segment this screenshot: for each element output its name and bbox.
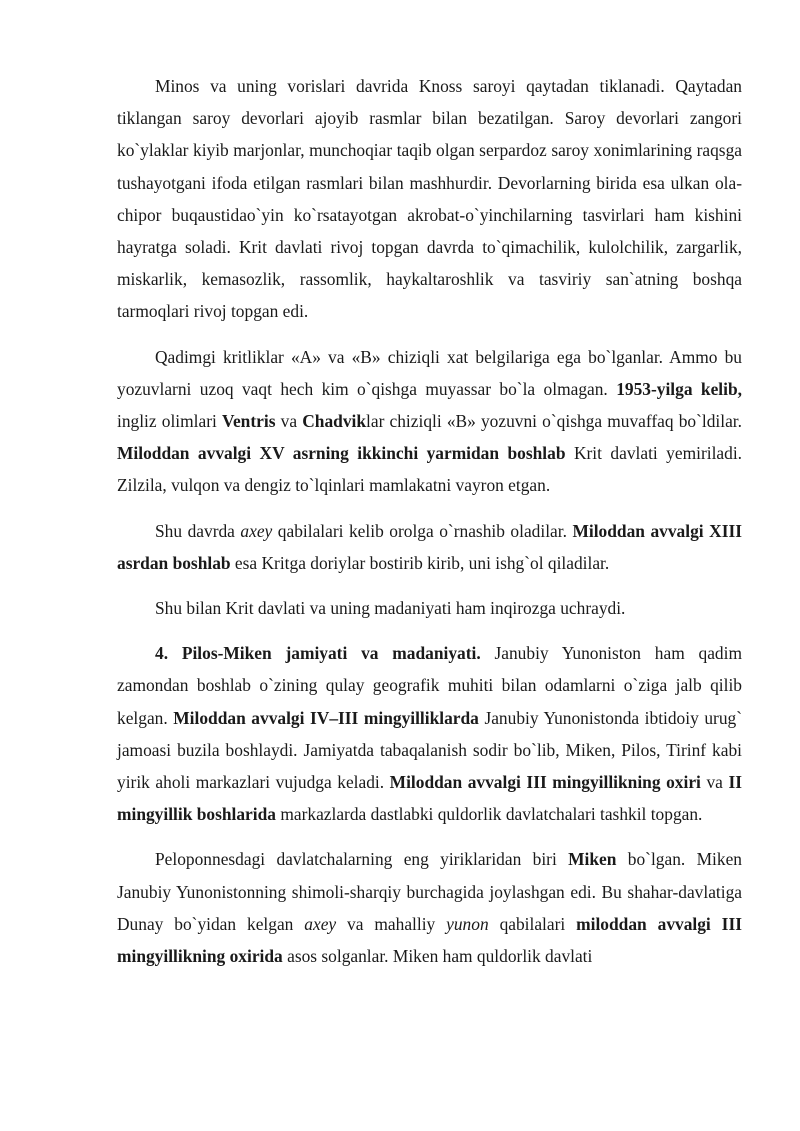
- text-run: Peloponnesdagi davlatchalarning eng yiriklaridan biri: [155, 849, 569, 870]
- paragraph-3: [117, 515, 742, 579]
- text-run: asos solganlar. Miken ham quldorlik davlati: [282, 946, 593, 967]
- text-run: bo`lgan. Miken Janubiy Yunonistonning shimoli-sharqiy burchagida joylashgan edi. Bu shahar-davlatiga Dunay bo`yidan kelgan: [117, 849, 742, 934]
- paragraph-5: [117, 637, 742, 830]
- text-run: va mahalliy: [336, 913, 447, 934]
- text-run: va: [700, 772, 729, 793]
- text-run: markazlarda dastlabki quldorlik davlatchalari tashkil topgan.: [275, 804, 703, 825]
- text-run: qabilalari: [488, 913, 577, 934]
- text-run: Minos va uning vorislari davrida Knoss saroyi qaytadan tiklanadi. Qaytadan tiklangan saroy devorlari ajoyib rasmlar bilan bezatilgan. Saroy devorlari zangori ko`ylaklar kiyib marjonlar, munchoqiar taqib olgan serpardoz saroy xonimlarining raqsga tushayotgani ifoda etilgan rasmlari bilan mashhurdir. Devorlarning birida esa ulkan ola-chipor buqaustidao`yin ko`rsatayotgan akrobat-o`yinchilarning tasvirlari ham kishini hayratga soladi. Krit davlati rivoj topgan davrda to`qimachilik, kulolchilik, zargarlik, miskarlik, kemasozlik, rassomlik, haykaltaroshlik va tasviriy san`atning boshqa tarmoqlari rivoj topgan edi.: [117, 76, 742, 322]
- bold-text: Miloddan avvalgi XIII asrdan boshlab: [117, 520, 742, 573]
- document-page: [117, 70, 742, 985]
- text-run: Krit davlati yemiriladi. Zilzila, vulqon va dengiz to`lqinlari mamlakatni vayron etgan.: [117, 443, 742, 496]
- paragraph-2: [117, 341, 742, 502]
- bold-text: Ventris: [222, 411, 276, 432]
- text-run: va: [275, 411, 303, 432]
- italic-text: axey: [304, 913, 337, 934]
- bold-text: Miloddan avvalgi XV asrning ikkinchi yarmidan boshlab: [117, 443, 566, 464]
- bold-text: Miloddan avvalgi III mingyillikning oxiri: [389, 772, 701, 793]
- bold-text: 4. Pilos-Miken jamiyati va madaniyati.: [155, 643, 481, 664]
- text-run: Shu davrda: [155, 520, 241, 541]
- text-run: lar chiziqli «B» yozuvni o`qishga muvaffaq bo`ldilar.: [366, 411, 742, 432]
- bold-text: Miken: [568, 849, 617, 870]
- text-run: Shu bilan Krit davlati va uning madaniyati ham inqirozga uchraydi.: [155, 598, 626, 619]
- paragraph-4: [117, 592, 742, 624]
- italic-text: yunon: [446, 913, 489, 934]
- text-run: Janubiy Yunonistonda ibtidoiy urug` jamoasi buzila boshlaydi. Jamiyatda tabaqalanish sodir bo`lib, Miken, Pilos, Tirinf kabi yirik aholi markazlari vujudga keladi.: [117, 707, 742, 793]
- bold-text: miloddan avvalgi III mingyillikning oxirida: [117, 913, 742, 967]
- bold-text: Chadvik: [302, 411, 367, 432]
- italic-text: axey: [240, 520, 273, 541]
- bold-text: 1953-yilga kelib,: [616, 378, 742, 399]
- text-run: Qadimgi kritliklar «A» va «B» chiziqli xat belgilariga ega bo`lganlar. Ammo bu yozuvlarni uzoq vaqt hech kim o`qishga muyassar bo`la olmagan.: [117, 346, 742, 399]
- text-run: esa Kritga doriylar bostirib kirib, uni ishg`ol qiladilar.: [230, 552, 610, 573]
- bold-text: Miloddan avvalgi IV–III mingyilliklarda: [173, 707, 479, 728]
- paragraph-1: [117, 70, 742, 328]
- text-run: Janubiy Yunoniston ham qadim zamondan boshlab o`zining qulay geografik muhiti bilan odamlarni o`ziga jalb qilib kelgan.: [117, 643, 742, 728]
- paragraph-6: [117, 843, 742, 972]
- text-run: qabilalari kelib orolga o`rnashib oladilar.: [272, 520, 573, 541]
- text-run: ingliz olimlari: [117, 411, 222, 432]
- bold-text: II mingyillik boshlarida: [117, 772, 742, 825]
